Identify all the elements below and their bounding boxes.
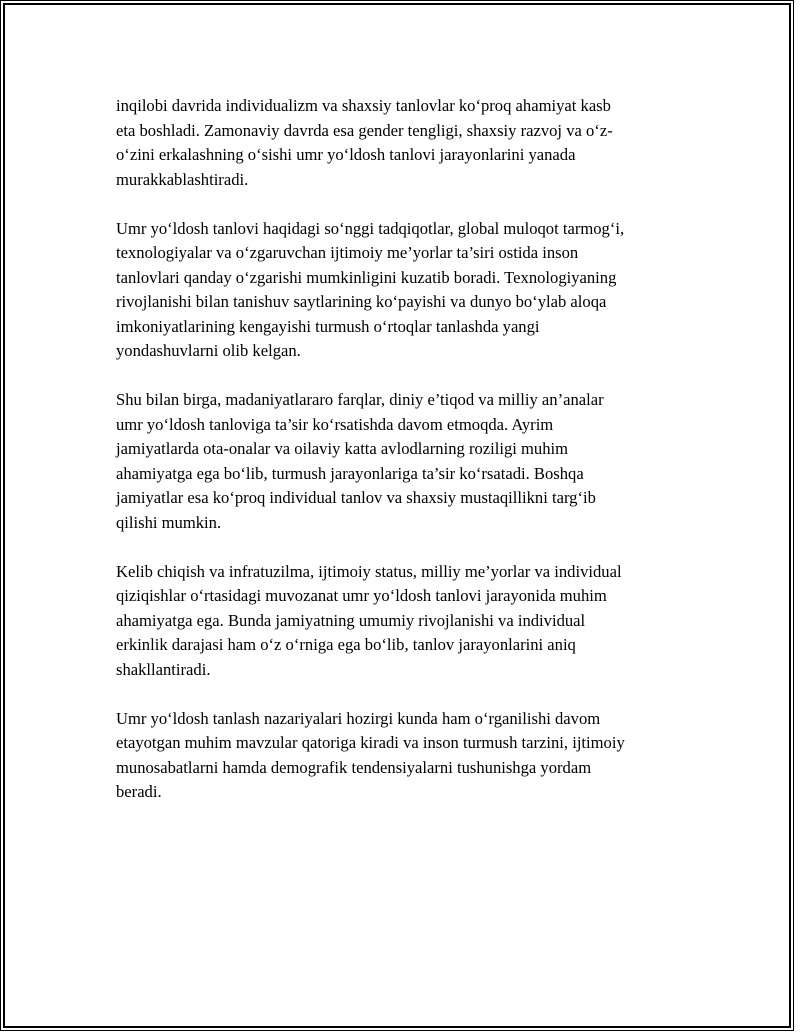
document-body [116, 94, 692, 829]
paragraph-4: Kelib chiqish va infratuzilma, ijtimoiy status, milliy me’yorlar va individual qiziqishlar o‘rtasidagi muvozanat umr yo‘ldosh tanlovi jarayonida muhim ahamiyatga ega. Bunda jamiyatning umumiy rivojlanishi va individual erkinlik darajasi ham o‘z o‘rniga ega bo‘lib, tanlov jarayonlarini aniq shakllantiradi. [116, 561, 622, 679]
paragraph-2: Umr yo‘ldosh tanlovi haqidagi so‘nggi tadqiqotlar, global muloqot tarmog‘i, texnologiyalar va o‘zgaruvchan ijtimoiy me’yorlar ta’siri ostida inson tanlovlari qanday o‘zgarishi mumkinligini kuzatib boradi. Texnologiyaning rivojlanishi bilan tanishuv saytlarining ko‘payishi va dunyo bo‘ylab aloqa imkoniyatlarining kengayishi turmush o‘rtoqlar tanlashda yangi yondashuvlarni olib kelgan. [116, 218, 625, 360]
paragraph-1: inqilobi davrida individualizm va shaxsiy tanlovlar ko‘proq ahamiyat kasb eta boshladi. Zamonaviy davrda esa gender tengligi, shaxsiy razvoj va o‘z- o‘zini erkalashning o‘sishi umr yo‘ldosh tanlovi jarayonlarini yanada murakkablashtiradi. [116, 96, 613, 189]
paragraph-5: Umr yo‘ldosh tanlash nazariyalari hozirgi kunda ham o‘rganilishi davom etayotgan muhim mavzular qatoriga kiradi va inson turmush tarzini, ijtimoiy munosabatlarni hamda demografik tendensiyalarni tushunishga yordam beradi. [116, 708, 625, 801]
paragraph-3: Shu bilan birga, madaniyatlararo farqlar, diniy e’tiqod va milliy an’analar umr yo‘ldosh tanloviga ta’sir ko‘rsatishda davom etmoqda. Ayrim jamiyatlarda ota-onalar va oilaviy katta avlodlarning roziligi muhim ahamiyatga ega bo‘lib, turmush jarayonlariga ta’sir ko‘rsatadi. Boshqa jamiyatlar esa ko‘proq individual tanlov va shaxsiy mustaqillikni targ‘ib qilishi mumkin. [116, 390, 604, 532]
